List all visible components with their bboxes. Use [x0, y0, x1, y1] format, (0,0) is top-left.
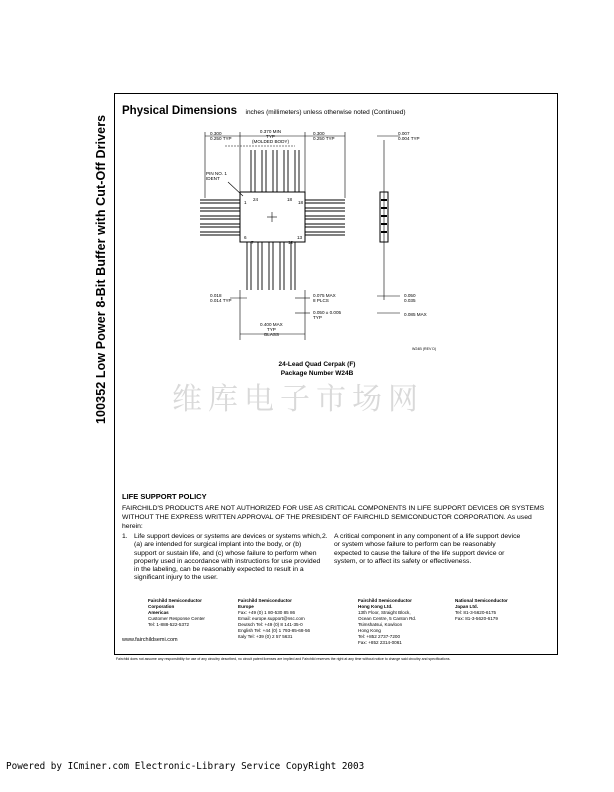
office-line: Ocean Centre, 5 Canton Rd.: [358, 616, 417, 621]
pin-label-13: 13: [297, 235, 303, 240]
dim-package-height: 0.085 MAX: [404, 312, 427, 317]
office-line: Tsimshatsui, Kowloon: [358, 622, 403, 627]
item-text: Life support devices or systems are devices or systems which, (a) are intended for surgical implant into the body, or (b) support or sustain life, and (c) whose failure to perform when properly used in accordance with instructions for use provided in the labeling, can be reasonably expected to result in a significant injury to the user.: [134, 533, 322, 582]
dim-lead-spacing: 0.050 ± 0.005 TYP: [313, 310, 342, 320]
office-americas: [148, 598, 248, 628]
dim-lead-span-left: 0.300 0.250 TYP: [210, 131, 232, 141]
office-line: Fax: +852 2314-0061: [358, 640, 402, 645]
dim-pin1-ident: PIN NO. 1 IDENT: [206, 171, 227, 181]
life-support-heading: LIFE SUPPORT POLICY: [122, 492, 207, 501]
office-name: Fairchild Semiconductor Europe: [238, 598, 292, 609]
website-link[interactable]: www.fairchildsemi.com: [122, 637, 178, 643]
office-name: Fairchild Semiconductor Hong Kong Ltd.: [358, 598, 412, 609]
office-line: Deutsch Tel: +49 (0) 8 141-35-0: [238, 622, 303, 627]
office-line: Customer Response Center: [148, 616, 205, 621]
section-subtitle: inches (millimeters) unless otherwise noted (Continued): [245, 109, 406, 116]
office-line: Tel: 1-888-522-5372: [148, 622, 190, 627]
office-line: Fax: 81-3-5620-6179: [455, 616, 498, 621]
item-number: 1.: [122, 533, 128, 540]
pin-label-18-right: 18: [298, 200, 304, 205]
dim-lead-thickness: 0.007 0.004 TYP: [398, 131, 420, 141]
office-line: Tel: 81-3-5620-6175: [455, 610, 497, 615]
side-title: 100352 Low Power 8-Bit Buffer with Cut-Off Drivers: [94, 114, 108, 424]
dim-body-height: 0.050 0.035: [404, 293, 416, 303]
dim-glass-width: 0.400 MAX TYP GLASS: [260, 322, 283, 337]
office-line: Hong Kong: [358, 628, 381, 633]
section-title: Physical Dimensions: [122, 105, 238, 117]
pin-label-18-top: 18: [287, 197, 293, 202]
dim-lead-span-right: 0.300 0.250 TYP: [313, 131, 335, 141]
office-europe: [238, 598, 348, 640]
office-line: Italy Tel: +39 (0) 2 57 5631: [238, 634, 293, 639]
package-number: Package Number W24B: [280, 370, 354, 377]
dim-lead-width: 0.018 0.014 TYP: [210, 293, 232, 303]
pin-label-12: 12: [288, 240, 294, 245]
life-support-item-2: [322, 533, 522, 566]
dim-lead-pitch-total: 0.075 MAX 8 PLCS: [313, 293, 336, 303]
office-line: Email: europe.support@nsc.com: [238, 616, 305, 621]
watermark: 维库电子市场网: [172, 382, 424, 417]
footer-credit: Powered by ICminer.com Electronic-Library Service CopyRight 2003: [6, 761, 365, 772]
life-support-item-1: [122, 533, 322, 583]
drawing-code: W24B (REV D): [412, 347, 437, 351]
pin-label-1: 1: [244, 200, 247, 205]
item-text: A critical component in any component of a life support device or system whose failure to perform can be reasonably expected to cause the failure of the life support device or system, or to affect its safety or effectiveness.: [334, 533, 521, 565]
office-japan: [455, 598, 550, 622]
item-number: 2.: [322, 533, 328, 540]
office-name: National Semiconductor Japan Ltd.: [455, 598, 508, 609]
pin-label-7: 7: [251, 240, 254, 245]
office-line: Fax: +49 (0) 1 80-530 85 86: [238, 610, 296, 615]
pin-label-24: 24: [253, 197, 259, 202]
life-support-statement: FAIRCHILD'S PRODUCTS ARE NOT AUTHORIZED FOR USE AS CRITICAL COMPONENTS IN LIFE SUPPORT DEVICES OR SYSTEMS WITHOUT THE EXPRESS WRITTEN APPROVAL OF THE PRESIDENT OF FAIRCHILD SEMICONDUCTOR CORPORATION. As used herein:: [122, 505, 545, 530]
dim-body-width: 0.370 MIN TYP (MOLDED BODY): [252, 129, 290, 144]
office-name: Fairchild Semiconductor Corporation Americas: [148, 598, 202, 615]
pin-label-6: 6: [244, 235, 247, 240]
office-hong-kong: [358, 598, 448, 646]
package-name: 24-Lead Quad Cerpak (F): [278, 361, 356, 368]
office-line: Tel: +852 2737-7200: [358, 634, 401, 639]
office-line: 13th Floor, Straight Block,: [358, 610, 411, 615]
office-line: English Tel: +44 (0) 1 793-85-68-56: [238, 628, 311, 633]
disclaimer: Fairchild does not assume any responsibility for use of any circuitry described, no circuit patent licenses are implied and Fairchild reserves the right at any time without notice to change said circuitry and specifications.: [116, 657, 451, 661]
